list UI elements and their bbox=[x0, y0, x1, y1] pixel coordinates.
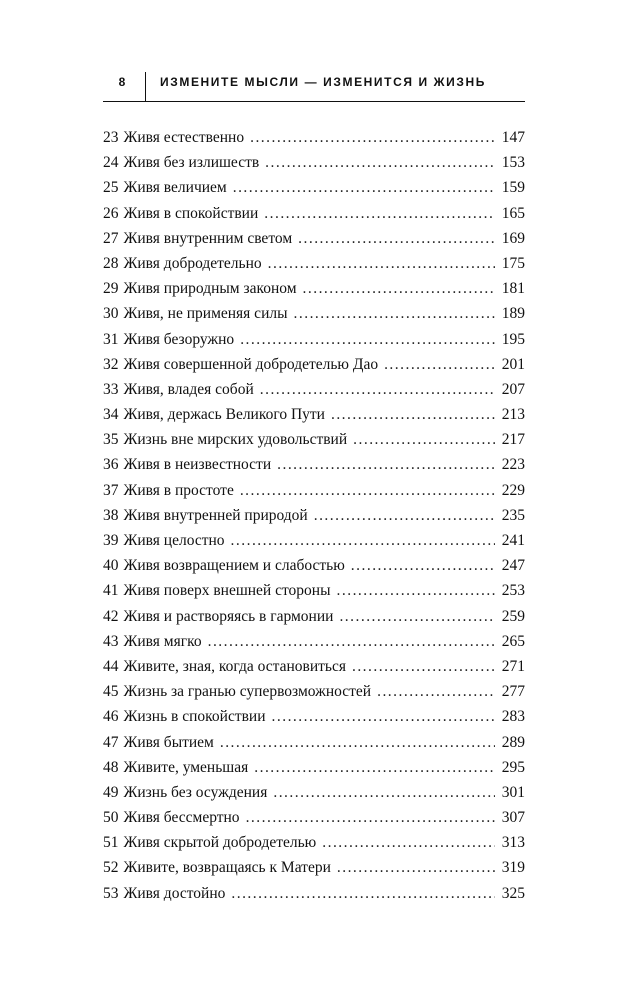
chapter-title: Живите, уменьшая bbox=[123, 758, 249, 776]
chapter-title: Живите, возвращаясь к Матери bbox=[123, 859, 331, 877]
chapter-title: Живя мягко bbox=[123, 632, 202, 650]
chapter-number: 29 bbox=[103, 280, 119, 298]
toc-entry bbox=[103, 830, 525, 855]
chapter-title: Живя возвращением и слабостью bbox=[123, 557, 345, 575]
chapter-number: 41 bbox=[103, 582, 119, 600]
header-divider bbox=[145, 72, 146, 101]
chapter-title: Живя, не применяя силы bbox=[123, 305, 288, 323]
chapter-title: Жизнь вне мирских удовольствий bbox=[123, 431, 348, 449]
dot-leader bbox=[240, 478, 495, 503]
dot-leader bbox=[384, 352, 495, 377]
toc-entry bbox=[103, 478, 525, 503]
toc-entry bbox=[103, 301, 525, 326]
toc-entry bbox=[103, 654, 525, 679]
chapter-page-number: 247 bbox=[501, 557, 525, 575]
dot-leader bbox=[240, 327, 495, 352]
chapter-title: Жизнь без осуждения bbox=[123, 783, 268, 801]
chapter-page-number: 229 bbox=[501, 481, 525, 499]
toc-entry bbox=[103, 578, 525, 603]
dot-leader bbox=[353, 427, 495, 452]
chapter-number: 50 bbox=[103, 809, 119, 827]
toc-entry bbox=[103, 201, 525, 226]
dot-leader bbox=[273, 780, 495, 805]
chapter-number: 32 bbox=[103, 355, 119, 373]
dot-leader bbox=[272, 704, 495, 729]
chapter-page-number: 223 bbox=[501, 456, 525, 474]
dot-leader bbox=[339, 604, 495, 629]
chapter-number: 39 bbox=[103, 532, 119, 549]
dot-leader bbox=[337, 855, 495, 880]
toc-entry bbox=[103, 327, 525, 352]
toc-entry bbox=[103, 452, 525, 477]
chapter-title: Живя природным законом bbox=[123, 280, 297, 298]
chapter-number: 42 bbox=[103, 607, 119, 625]
chapter-title: Живя естественно bbox=[123, 129, 245, 146]
chapter-page-number: 207 bbox=[501, 380, 525, 398]
chapter-title: Жизнь в спокойствии bbox=[123, 708, 266, 726]
chapter-title: Живя величием bbox=[123, 179, 227, 197]
chapter-number: 26 bbox=[103, 204, 119, 222]
dot-leader bbox=[250, 125, 495, 150]
dot-leader bbox=[231, 528, 495, 553]
chapter-page-number: 265 bbox=[501, 632, 525, 650]
dot-leader bbox=[298, 226, 495, 251]
chapter-page-number: 283 bbox=[501, 708, 525, 726]
chapter-page-number: 295 bbox=[501, 758, 525, 776]
toc-entry bbox=[103, 755, 525, 780]
chapter-page-number: 169 bbox=[501, 229, 525, 247]
chapter-title: Живя безоружно bbox=[123, 330, 235, 348]
dot-leader bbox=[314, 503, 495, 528]
chapter-title: Живя, владея собой bbox=[123, 380, 254, 398]
chapter-title: Живя в простоте bbox=[123, 481, 234, 499]
chapter-title: Живя поверх внешней стороны bbox=[123, 582, 331, 600]
toc-entry bbox=[103, 352, 525, 377]
table-of-contents bbox=[103, 125, 525, 906]
dot-leader bbox=[268, 251, 495, 276]
dot-leader bbox=[351, 553, 495, 578]
chapter-page-number: 271 bbox=[501, 657, 525, 675]
toc-entry bbox=[103, 377, 525, 402]
toc-entry bbox=[103, 251, 525, 276]
chapter-number: 36 bbox=[103, 456, 119, 474]
chapter-page-number: 217 bbox=[501, 431, 525, 449]
dot-leader bbox=[208, 629, 495, 654]
chapter-page-number: 181 bbox=[501, 280, 525, 298]
dot-leader bbox=[337, 578, 495, 603]
chapter-page-number: 241 bbox=[501, 532, 525, 549]
toc-entry bbox=[103, 855, 525, 880]
chapter-title: Живя внутренней природой bbox=[123, 506, 308, 524]
chapter-page-number: 319 bbox=[501, 859, 525, 877]
running-header bbox=[103, 72, 525, 102]
chapter-title: Живя в неизвестности bbox=[123, 456, 272, 474]
chapter-page-number: 301 bbox=[501, 783, 525, 801]
chapter-number: 45 bbox=[103, 683, 119, 701]
chapter-page-number: 259 bbox=[501, 607, 525, 625]
chapter-number: 30 bbox=[103, 305, 119, 323]
chapter-title: Живя и растворяясь в гармонии bbox=[123, 607, 334, 625]
chapter-number: 43 bbox=[103, 632, 119, 650]
chapter-page-number: 313 bbox=[501, 834, 525, 852]
toc-entry bbox=[103, 427, 525, 452]
dot-leader bbox=[254, 755, 495, 780]
toc-entry bbox=[103, 780, 525, 805]
toc-entry bbox=[103, 125, 525, 150]
header-rule bbox=[103, 101, 525, 102]
dot-leader bbox=[352, 654, 495, 679]
chapter-number: 27 bbox=[103, 229, 119, 247]
chapter-title: Живя внутренним светом bbox=[123, 229, 293, 247]
dot-leader bbox=[220, 730, 495, 755]
chapter-number: 51 bbox=[103, 834, 119, 852]
running-title: ИЗМЕНИТЕ МЫСЛИ — ИЗМЕНИТСЯ И ЖИЗНЬ bbox=[160, 75, 486, 89]
chapter-title: Живя достойно bbox=[123, 884, 226, 902]
chapter-title: Живя в спокойствии bbox=[123, 204, 259, 222]
chapter-title: Живите, зная, когда остановиться bbox=[123, 657, 346, 675]
dot-leader bbox=[322, 830, 495, 855]
chapter-title: Живя бытием bbox=[123, 733, 214, 751]
dot-leader bbox=[246, 805, 495, 830]
dot-leader bbox=[265, 150, 495, 175]
toc-entry bbox=[103, 402, 525, 427]
chapter-title: Живя, держась Великого Пути bbox=[123, 406, 325, 424]
toc-entry bbox=[103, 730, 525, 755]
dot-leader bbox=[294, 301, 495, 326]
chapter-number: 28 bbox=[103, 254, 119, 272]
chapter-number: 31 bbox=[103, 330, 119, 348]
chapter-number: 37 bbox=[103, 481, 119, 499]
toc-entry bbox=[103, 629, 525, 654]
chapter-title: Живя скрытой добродетелью bbox=[123, 834, 317, 852]
toc-entry bbox=[103, 704, 525, 729]
chapter-page-number: 147 bbox=[501, 129, 525, 146]
toc-entry bbox=[103, 679, 525, 704]
chapter-number: 47 bbox=[103, 733, 119, 751]
chapter-number: 44 bbox=[103, 657, 119, 675]
dot-leader bbox=[303, 276, 495, 301]
chapter-title: Живя совершенной добродетелью Дао bbox=[123, 355, 379, 373]
chapter-page-number: 175 bbox=[501, 254, 525, 272]
chapter-number: 52 bbox=[103, 859, 119, 877]
chapter-number: 23 bbox=[103, 129, 119, 146]
chapter-number: 24 bbox=[103, 154, 119, 172]
chapter-number: 34 bbox=[103, 406, 119, 424]
chapter-page-number: 201 bbox=[501, 355, 525, 373]
chapter-number: 48 bbox=[103, 758, 119, 776]
chapter-number: 25 bbox=[103, 179, 119, 197]
chapter-page-number: 159 bbox=[501, 179, 525, 197]
chapter-page-number: 307 bbox=[501, 809, 525, 827]
chapter-number: 46 bbox=[103, 708, 119, 726]
toc-entry bbox=[103, 528, 525, 553]
chapter-title: Живя целостно bbox=[123, 532, 225, 549]
chapter-title: Живя добродетельно bbox=[123, 254, 262, 272]
dot-leader bbox=[277, 452, 495, 477]
chapter-page-number: 195 bbox=[501, 330, 525, 348]
toc-entry bbox=[103, 276, 525, 301]
chapter-page-number: 189 bbox=[501, 305, 525, 323]
dot-leader bbox=[377, 679, 495, 704]
chapter-number: 35 bbox=[103, 431, 119, 449]
toc-entry bbox=[103, 604, 525, 629]
toc-entry bbox=[103, 226, 525, 251]
chapter-title: Живя без излишеств bbox=[123, 154, 260, 172]
page-number: 8 bbox=[118, 75, 126, 89]
chapter-number: 40 bbox=[103, 557, 119, 575]
chapter-number: 33 bbox=[103, 380, 119, 398]
chapter-page-number: 277 bbox=[501, 683, 525, 701]
chapter-page-number: 213 bbox=[501, 406, 525, 424]
chapter-page-number: 235 bbox=[501, 506, 525, 524]
toc-entry bbox=[103, 805, 525, 830]
toc-entry bbox=[103, 881, 525, 906]
dot-leader bbox=[233, 175, 495, 200]
toc-entry bbox=[103, 503, 525, 528]
dot-leader bbox=[331, 402, 495, 427]
chapter-number: 38 bbox=[103, 506, 119, 524]
toc-entry bbox=[103, 175, 525, 200]
toc-entry bbox=[103, 553, 525, 578]
chapter-page-number: 253 bbox=[501, 582, 525, 600]
chapter-number: 53 bbox=[103, 884, 119, 902]
chapter-title: Живя бессмертно bbox=[123, 809, 240, 827]
toc-entry bbox=[103, 150, 525, 175]
dot-leader bbox=[260, 377, 495, 402]
chapter-number: 49 bbox=[103, 783, 119, 801]
chapter-page-number: 153 bbox=[501, 154, 525, 172]
chapter-title: Жизнь за гранью супервозможностей bbox=[123, 683, 372, 701]
chapter-page-number: 325 bbox=[501, 884, 525, 902]
dot-leader bbox=[231, 881, 495, 906]
chapter-page-number: 165 bbox=[501, 204, 525, 222]
dot-leader bbox=[264, 201, 495, 226]
chapter-page-number: 289 bbox=[501, 733, 525, 751]
